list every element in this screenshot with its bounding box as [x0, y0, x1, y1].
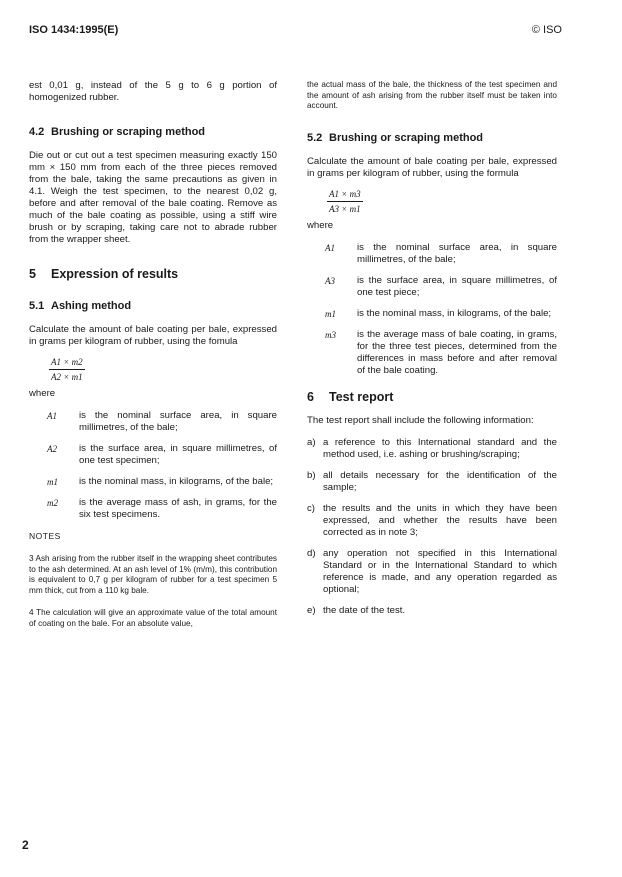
- formula-denominator: A2 × m1: [51, 372, 83, 382]
- section-title: Ashing method: [51, 300, 132, 312]
- section-number: 5.2: [307, 131, 323, 144]
- copyright-notice: © ISO: [531, 24, 562, 36]
- section-title: Expression of results: [51, 267, 179, 281]
- definition-symbol: m3: [325, 329, 336, 340]
- formula-denominator: A3 × m1: [329, 203, 361, 214]
- section-number: 6: [307, 389, 314, 404]
- notes-label: NOTES: [29, 531, 61, 541]
- definition-symbol: A1: [47, 411, 57, 421]
- formula-5-2: [307, 188, 557, 216]
- list-item-text: the date of the test.: [323, 604, 406, 616]
- section-number: 5.1: [29, 300, 45, 312]
- list-item: [307, 470, 557, 494]
- list-item-label: a): [307, 436, 316, 448]
- left-column: [29, 80, 277, 630]
- list-item-text: the results and the units in which they have been expressed, and whether the results have been corrected as in note 3;: [323, 502, 557, 538]
- section-number: 5: [29, 267, 36, 281]
- definition-symbol: m1: [325, 308, 336, 319]
- list-item-text: any operation not specified in this International Standard or in the International Standard to which reference is made, and any operation regarded as optional;: [323, 547, 557, 595]
- formula-numerator: A1 × m2: [49, 356, 85, 370]
- definition-item: [325, 275, 557, 299]
- list-item-label: b): [307, 469, 316, 481]
- definition-item: [47, 497, 277, 521]
- list-item-text: a reference to this International standard and the method used, i.e. ashing or brushing/scraping;: [323, 436, 557, 460]
- section-6-intro: The test report shall include the following information:: [307, 414, 534, 426]
- section-title: Brushing or scraping method: [329, 131, 484, 144]
- list-item-label: e): [307, 604, 316, 616]
- note-4-continued: the actual mass of the bale, the thickness of the test specimen and the amount of ash arising from the rubber itself must be taken into account.: [307, 80, 557, 111]
- definition-symbol: A1: [325, 242, 335, 253]
- definition-text: is the surface area, in square millimetres, of one test piece;: [357, 274, 557, 298]
- where-label: where: [29, 388, 56, 399]
- definition-text: is the nominal surface area, in square millimetres, of the bale;: [357, 241, 557, 265]
- definition-text: is the average mass of ash, in grams, for the six test specimens.: [79, 497, 277, 520]
- where-label: where: [307, 219, 334, 231]
- list-item-label: c): [307, 502, 315, 514]
- section-title: Brushing or scraping method: [51, 126, 206, 138]
- formula-5-1: [29, 356, 277, 384]
- section-5-1-body: Calculate the amount of bale coating per bale, expressed in grams per kilogram of rubber, using the fomula: [29, 324, 277, 347]
- definition-symbol: A2: [47, 444, 57, 454]
- intro-paragraph: est 0,01 g, instead of the 5 g to 6 g portion of homogenized rubber.: [29, 80, 277, 103]
- list-item: [307, 548, 557, 596]
- definition-text: is the nominal surface area, in square millimetres, of the bale;: [79, 410, 277, 433]
- section-5-heading: [29, 268, 277, 280]
- section-4-2-body: Die out or cut out a test specimen measuring exactly 150 mm × 150 mm from each of the three pieces removed from the bale, taking the same precautions as given in 4.1. Weigh the test specimen, to the nearest 0,02 g, before and after removal of the bale coating. Remove as much of the bale coating as possible, using a stiff wire brush or by scraping, taking care not to abrade rubber from the wrapper sheet.: [29, 150, 277, 245]
- definition-item: [47, 443, 277, 467]
- definition-item: [325, 308, 557, 320]
- section-5-2-body: Calculate the amount of bale coating per bale, expressed in grams per kilogram of rubber, using the formula: [307, 155, 557, 179]
- definition-text: is the nominal mass, in kilograms, of the bale;: [357, 307, 552, 319]
- definition-symbol: m1: [47, 477, 58, 487]
- definition-symbol: m2: [47, 498, 58, 508]
- list-item-label: d): [307, 547, 316, 559]
- definition-symbol: A3: [325, 275, 335, 286]
- right-column: [307, 80, 557, 626]
- section-5-1-heading: [29, 300, 277, 312]
- list-item: [307, 437, 557, 461]
- definition-item: [47, 410, 277, 434]
- section-4-2-heading: [29, 126, 277, 138]
- definition-text: is the average mass of bale coating, in grams, for the three test pieces, determined from the differences in mass before and after removal of the bale coating.: [357, 328, 557, 376]
- formula-numerator: A1 × m3: [327, 188, 363, 202]
- section-number: 4.2: [29, 126, 45, 138]
- page-number: 2: [22, 838, 29, 852]
- definition-item: [325, 329, 557, 377]
- note-4: 4 The calculation will give an approximate value of the total amount of coating on the bale. For an absolute value,: [29, 608, 277, 628]
- definition-item: [47, 476, 277, 488]
- definition-text: is the nominal mass, in kilograms, of the bale;: [79, 476, 274, 487]
- list-item: [307, 503, 557, 539]
- definition-text: is the surface area, in square millimetres, of one test specimen;: [79, 443, 277, 466]
- section-title: Test report: [329, 389, 394, 404]
- section-5-2-heading: [307, 132, 557, 144]
- definition-item: [325, 242, 557, 266]
- note-3: 3 Ash arising from the rubber itself in the wrapping sheet contributes to the ash determined. At an ash level of 1% (m/m), this contribution is equivalent to 0,7 g per kilogram of rubber for a test specimen 5 mm thick, cut from a 110 kg bale.: [29, 554, 277, 595]
- list-item: [307, 605, 557, 617]
- list-item-text: all details necessary for the identification of the sample;: [323, 469, 557, 493]
- document-id: ISO 1434:1995(E): [29, 24, 119, 36]
- section-6-heading: [307, 391, 557, 403]
